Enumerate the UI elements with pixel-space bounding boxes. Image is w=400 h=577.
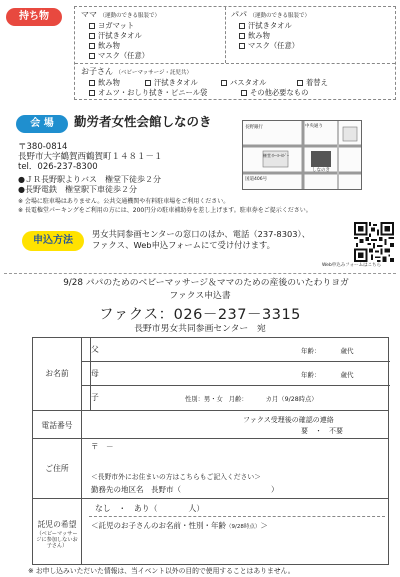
child-name-field[interactable] (105, 388, 183, 408)
map-label: 権堂ｲﾄｰﾖｰｶﾄﾞｰ (263, 153, 289, 158)
childcare-detail-field[interactable] (91, 533, 383, 561)
checkbox (239, 33, 245, 39)
papa-note: （運動のできる服装で） (249, 13, 311, 19)
child-item (89, 88, 207, 97)
checkbox (239, 43, 245, 49)
row-divider (81, 361, 390, 362)
mama-item-label: マスク（任意） (98, 51, 150, 60)
mother-age (301, 371, 354, 379)
childcare-detail-text: ＜託児のお子さんのお名前・性別・年齢 (91, 521, 226, 530)
childcare-detail-small: （9/28時点） (226, 524, 261, 530)
papa-item (239, 31, 270, 40)
fax-recipient: 長野市男女共同参画センター 宛 (134, 324, 266, 334)
child-item (145, 78, 198, 87)
web-form-label: Web申込みフォームはこちら (322, 263, 382, 268)
checkbox (89, 53, 95, 59)
age-unit: 歳代 (340, 347, 354, 355)
qr-code-graphic (354, 222, 394, 262)
mama-note: （運動のできる服装で） (99, 13, 161, 19)
apply-text-line2: ファクス、Web申込フォームにて受け付けます。 (92, 240, 275, 250)
papa-item-label: 飲み物 (248, 31, 270, 40)
checkbox (221, 80, 227, 86)
venue-badge: 会 場 (16, 115, 68, 133)
father-age (301, 347, 354, 355)
mother-name-field[interactable] (105, 364, 295, 384)
venue-access-bus: ●ＪＲ長野駅よりバス 権堂下徒歩２分 (18, 175, 161, 184)
checkbox (241, 90, 247, 96)
venue-postal: 〒380-0814 (18, 142, 68, 152)
phone-label: 電話番号 (41, 421, 73, 430)
mama-item (89, 31, 142, 40)
age-label: 年齢： (301, 371, 321, 379)
childcare-note: （ベビーマッサージに参加しないお子さん） (36, 531, 78, 550)
child-label: 子 (91, 393, 99, 402)
months-unit: カ月（9/28時点） (265, 396, 318, 403)
child-item-label: 着替え (306, 78, 328, 87)
age-unit: 歳代 (340, 371, 354, 379)
child-item (297, 78, 328, 87)
childcare-options[interactable]: なし ・ あり（ 人） (95, 504, 205, 513)
mama-item-label: 飲み物 (98, 41, 120, 50)
mama-title: ママ (81, 10, 97, 19)
papa-item (239, 21, 292, 30)
child-item (89, 78, 120, 87)
child-item (221, 78, 266, 87)
mama-heading (81, 10, 160, 20)
child-item (241, 88, 308, 97)
venue-name: 勤労者女性会館しなのき (74, 114, 212, 129)
fax-heading: 9/28 パパのためのベビーマッサージ＆ママのための産後のいたわりヨガ (63, 278, 349, 288)
map-label: 国道406号 (245, 177, 268, 182)
childcare-label: 託児の希望 (37, 520, 77, 529)
papa-item-label: 汗拭きタオル (248, 21, 292, 30)
mama-item (89, 51, 149, 60)
papa-title: パパ (231, 10, 247, 19)
child-heading (81, 67, 192, 77)
relation-column (81, 338, 91, 410)
fax-number: ファクス：026－237－3315 (99, 307, 301, 323)
apply-text-line1: 男女共同参画センターの窓口のほか、電話（237-8303）、 (92, 229, 310, 239)
map-label: 中央通り (305, 124, 323, 129)
venue-parking-note: ※ 会場に駐車場はありません。公共交通機関や有料駐車場をご利用ください。 (18, 198, 230, 205)
fax-confirm-label: ファクス受理後の確認の連絡 (243, 416, 334, 424)
gender-label: 性別：男・女 (185, 396, 223, 403)
row-divider (33, 438, 388, 439)
childcare-detail (91, 521, 268, 531)
address-label: ご住所 (45, 464, 69, 473)
months-label: 月齢： (228, 396, 248, 403)
checkbox (89, 43, 95, 49)
papa-item-label: マスク（任意） (248, 41, 300, 50)
items-separator (75, 63, 395, 64)
age-label: 年齢： (301, 347, 321, 355)
childcare-separator (89, 516, 385, 517)
name-label: お名前 (45, 369, 69, 378)
venue-parking-subsidy-note: ※ 長電権堂パーキングをご利用の方には、200円分の駐車補助券を差し上げます。駐車券をご提示ください。 (18, 207, 312, 214)
venue-address: 長野市大字鶴賀西鶴賀町１４８１－１ (18, 152, 163, 162)
row-divider (33, 410, 388, 411)
checkbox (239, 23, 245, 29)
map-label: しなのき (312, 168, 330, 173)
venue-map (242, 120, 362, 190)
row-divider (33, 498, 388, 499)
papa-item (239, 41, 299, 50)
mama-item (89, 41, 120, 50)
child-item-label: 汗拭きタオル (154, 78, 198, 87)
venue-access-train: ●長野電鉄 権堂駅下車徒歩２分 (18, 185, 137, 194)
checkbox (89, 23, 95, 29)
qr-code-icon[interactable] (354, 222, 394, 262)
checkbox (297, 80, 303, 86)
child-title: お子さん (81, 67, 113, 76)
phone-field[interactable] (85, 414, 235, 434)
workplace-field[interactable]: 勤務先の地区名 長野市（ ） (91, 485, 279, 494)
map-label: 長野銀行 (245, 125, 263, 130)
checkbox (89, 33, 95, 39)
checkbox (89, 80, 95, 86)
application-form (32, 337, 389, 565)
child-details (185, 396, 318, 404)
postal-code-field[interactable]: 〒 － (91, 442, 114, 451)
mama-item-label: 汗拭きタオル (98, 31, 142, 40)
mother-label: 母 (91, 369, 99, 378)
row-divider (81, 385, 390, 386)
footer-note: ※ お申し込みいただいた情報は、当イベント以外の目的で使用することはありません。 (28, 567, 295, 575)
child-item-label: オムツ・おしり拭き・ビニール袋 (98, 88, 208, 97)
mama-item-label: ヨガマット (98, 21, 135, 30)
items-badge: 持ち物 (6, 8, 62, 26)
venue-tel: tel．026-237-8300 (18, 162, 98, 172)
child-item-label: バスタオル (230, 78, 267, 87)
items-box (74, 6, 396, 100)
father-label: 父 (91, 345, 99, 354)
father-name-field[interactable] (105, 340, 295, 360)
checkbox (145, 80, 151, 86)
papa-heading (231, 10, 310, 20)
childcare-detail-end: ＞ (260, 521, 268, 530)
fax-confirm-options[interactable]: 要 ・ 不要 (301, 427, 343, 435)
apply-badge: 申込方法 (22, 231, 84, 251)
cut-line (4, 273, 396, 274)
child-item-label: 飲み物 (98, 78, 120, 87)
fax-subheading: ファクス申込書 (169, 291, 231, 301)
child-item-label: その他必要なもの (250, 88, 309, 97)
non-resident-note: ＜長野市外にお住まいの方はこちらもご記入ください＞ (91, 473, 261, 481)
mama-item (89, 21, 134, 30)
checkbox (89, 90, 95, 96)
items-divider (225, 7, 226, 63)
child-note: （ベビーマッサージ・託児共） (115, 70, 192, 76)
